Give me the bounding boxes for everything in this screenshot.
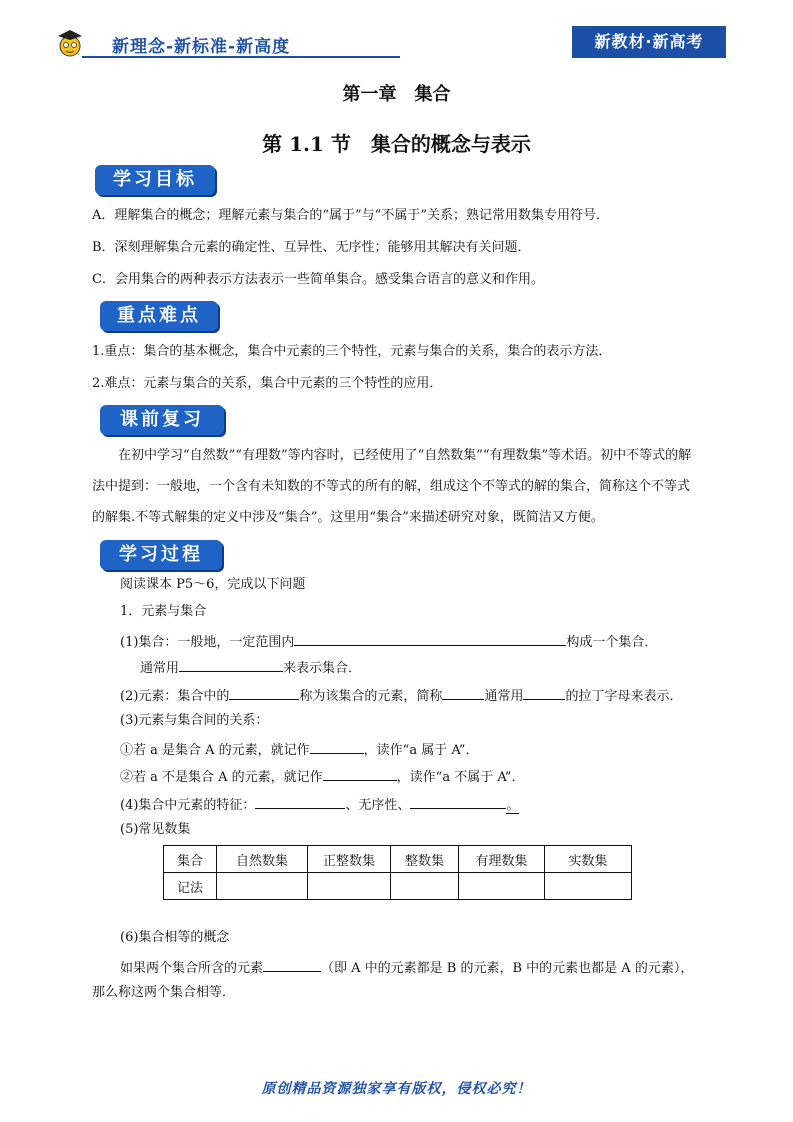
line-text: (1)集合：一般地，一定范围内 xyxy=(120,635,295,650)
line-text: 。 xyxy=(506,798,520,813)
fill-blank[interactable] xyxy=(229,685,299,700)
line-text: ，读作“a 不属于 A”． xyxy=(396,770,525,785)
goal-c: C．会用集合的两种表示方法表示一些简单集合。感受集合语言的意义和作用。 xyxy=(92,272,544,287)
copyright-footer: 原创精品资源独家享有版权，侵权必究！ xyxy=(261,1081,532,1097)
line-set-equality: (6)集合相等的概念 xyxy=(120,930,230,945)
line-text: 通常用 xyxy=(140,661,180,676)
line-element-set-relation: (3)元素与集合间的关系： xyxy=(120,713,269,728)
goal-a: A．理解集合的概念；理解元素与集合的“属于”与“不属于”关系；熟记常用数集专用符号． xyxy=(92,208,609,223)
line-element-definition xyxy=(120,685,682,706)
line-equality-condition xyxy=(120,957,693,978)
line-element-features xyxy=(120,794,519,815)
line-belongs xyxy=(120,739,478,760)
table-row-label: 记法 xyxy=(164,873,217,900)
line-set-notation xyxy=(140,657,361,678)
fill-blank[interactable] xyxy=(255,794,345,809)
badge-pre-class-review: 课前复习 xyxy=(100,405,224,435)
line-text: 构成一个集合． xyxy=(566,635,658,650)
fill-blank[interactable] xyxy=(263,957,321,972)
keypoint-2: 2.难点：元素与集合的关系，集合中元素的三个特性的应用． xyxy=(92,376,443,391)
line-common-number-sets: (5)常见数集 xyxy=(120,822,191,837)
line-text: (2)元素：集合中的 xyxy=(120,689,230,704)
line-text: 称为该集合的元素，简称 xyxy=(299,689,443,704)
fill-blank[interactable] xyxy=(179,657,283,672)
fill-blank[interactable] xyxy=(523,685,565,700)
table-header-cell: 整数集 xyxy=(391,846,459,873)
badge-learning-process: 学习过程 xyxy=(100,540,222,570)
header-brand: 新教材·新高考 xyxy=(572,26,726,58)
table-row xyxy=(164,873,632,900)
line-equality-conclusion: 那么称这两个集合相等． xyxy=(92,985,236,1000)
keypoint-1: 1.重点：集合的基本概念，集合中元素的三个特性，元素与集合的关系，集合的表示方法． xyxy=(92,344,612,359)
table-header-cell: 集合 xyxy=(164,846,217,873)
line-text: 来表示集合． xyxy=(283,661,362,676)
process-item-1: 1．元素与集合 xyxy=(120,604,207,619)
table-cell-blank[interactable] xyxy=(459,873,545,900)
line-text: ，读作“a 属于 A”． xyxy=(363,743,479,758)
table-cell-blank[interactable] xyxy=(217,873,308,900)
line-set-definition xyxy=(120,631,657,652)
line-not-belongs xyxy=(120,766,524,787)
number-sets-table xyxy=(163,845,632,900)
fill-blank[interactable] xyxy=(323,766,397,781)
badge-key-points: 重点难点 xyxy=(100,301,218,331)
line-text: ①若 a 是集合 A 的元素，就记作 xyxy=(120,743,310,758)
table-header-cell: 实数集 xyxy=(545,846,632,873)
fill-blank[interactable] xyxy=(310,739,364,754)
table-cell-blank[interactable] xyxy=(545,873,632,900)
line-text: （即 A 中的元素都是 B 的元素，B 中的元素也都是 A 的元素）， xyxy=(321,961,694,976)
table-header-cell: 正整数集 xyxy=(308,846,391,873)
line-text: 的拉丁字母来表示． xyxy=(565,689,683,704)
table-header-cell: 自然数集 xyxy=(217,846,308,873)
chapter-title: 第一章 集合 xyxy=(342,84,451,105)
line-text: ②若 a 不是集合 A 的元素，就记作 xyxy=(120,770,323,785)
table-header-cell: 有理数集 xyxy=(459,846,545,873)
process-intro: 阅读课本 P5～6，完成以下问题 xyxy=(120,577,306,592)
review-paragraph: 在初中学习“自然数”“有理数”等内容时，已经使用了“自然数集”“有理数集”等术语。初中不等式的解法中提到：一般地，一个含有未知数的不等式的所有的解，组成这个不等式的解的集合，简称这个不等式的解集.不等式解集的定义中涉及“集合”。这里用“集合”来描述研究对象，既简洁又方便。 xyxy=(92,448,692,525)
line-text: (4)集合中元素的特征： xyxy=(120,798,256,813)
fill-blank[interactable] xyxy=(410,794,506,809)
goal-b: B．深刻理解集合元素的确定性、互异性、无序性；能够用其解决有关问题． xyxy=(92,240,531,255)
table-row xyxy=(164,846,632,873)
section-title: 第 1.1 节 集合的概念与表示 xyxy=(262,132,531,156)
table-cell-blank[interactable] xyxy=(308,873,391,900)
header-slogan-banner xyxy=(52,26,352,62)
fill-blank[interactable] xyxy=(442,685,484,700)
line-text: 通常用 xyxy=(484,689,524,704)
table-cell-blank[interactable] xyxy=(391,873,459,900)
line-text: 如果两个集合所含的元素 xyxy=(120,961,264,976)
badge-learning-goals: 学习目标 xyxy=(95,165,215,195)
fill-blank[interactable] xyxy=(294,631,566,646)
header-slogan: 新理念-新标准-新高度 xyxy=(112,37,291,57)
line-text: 、无序性、 xyxy=(345,798,411,813)
